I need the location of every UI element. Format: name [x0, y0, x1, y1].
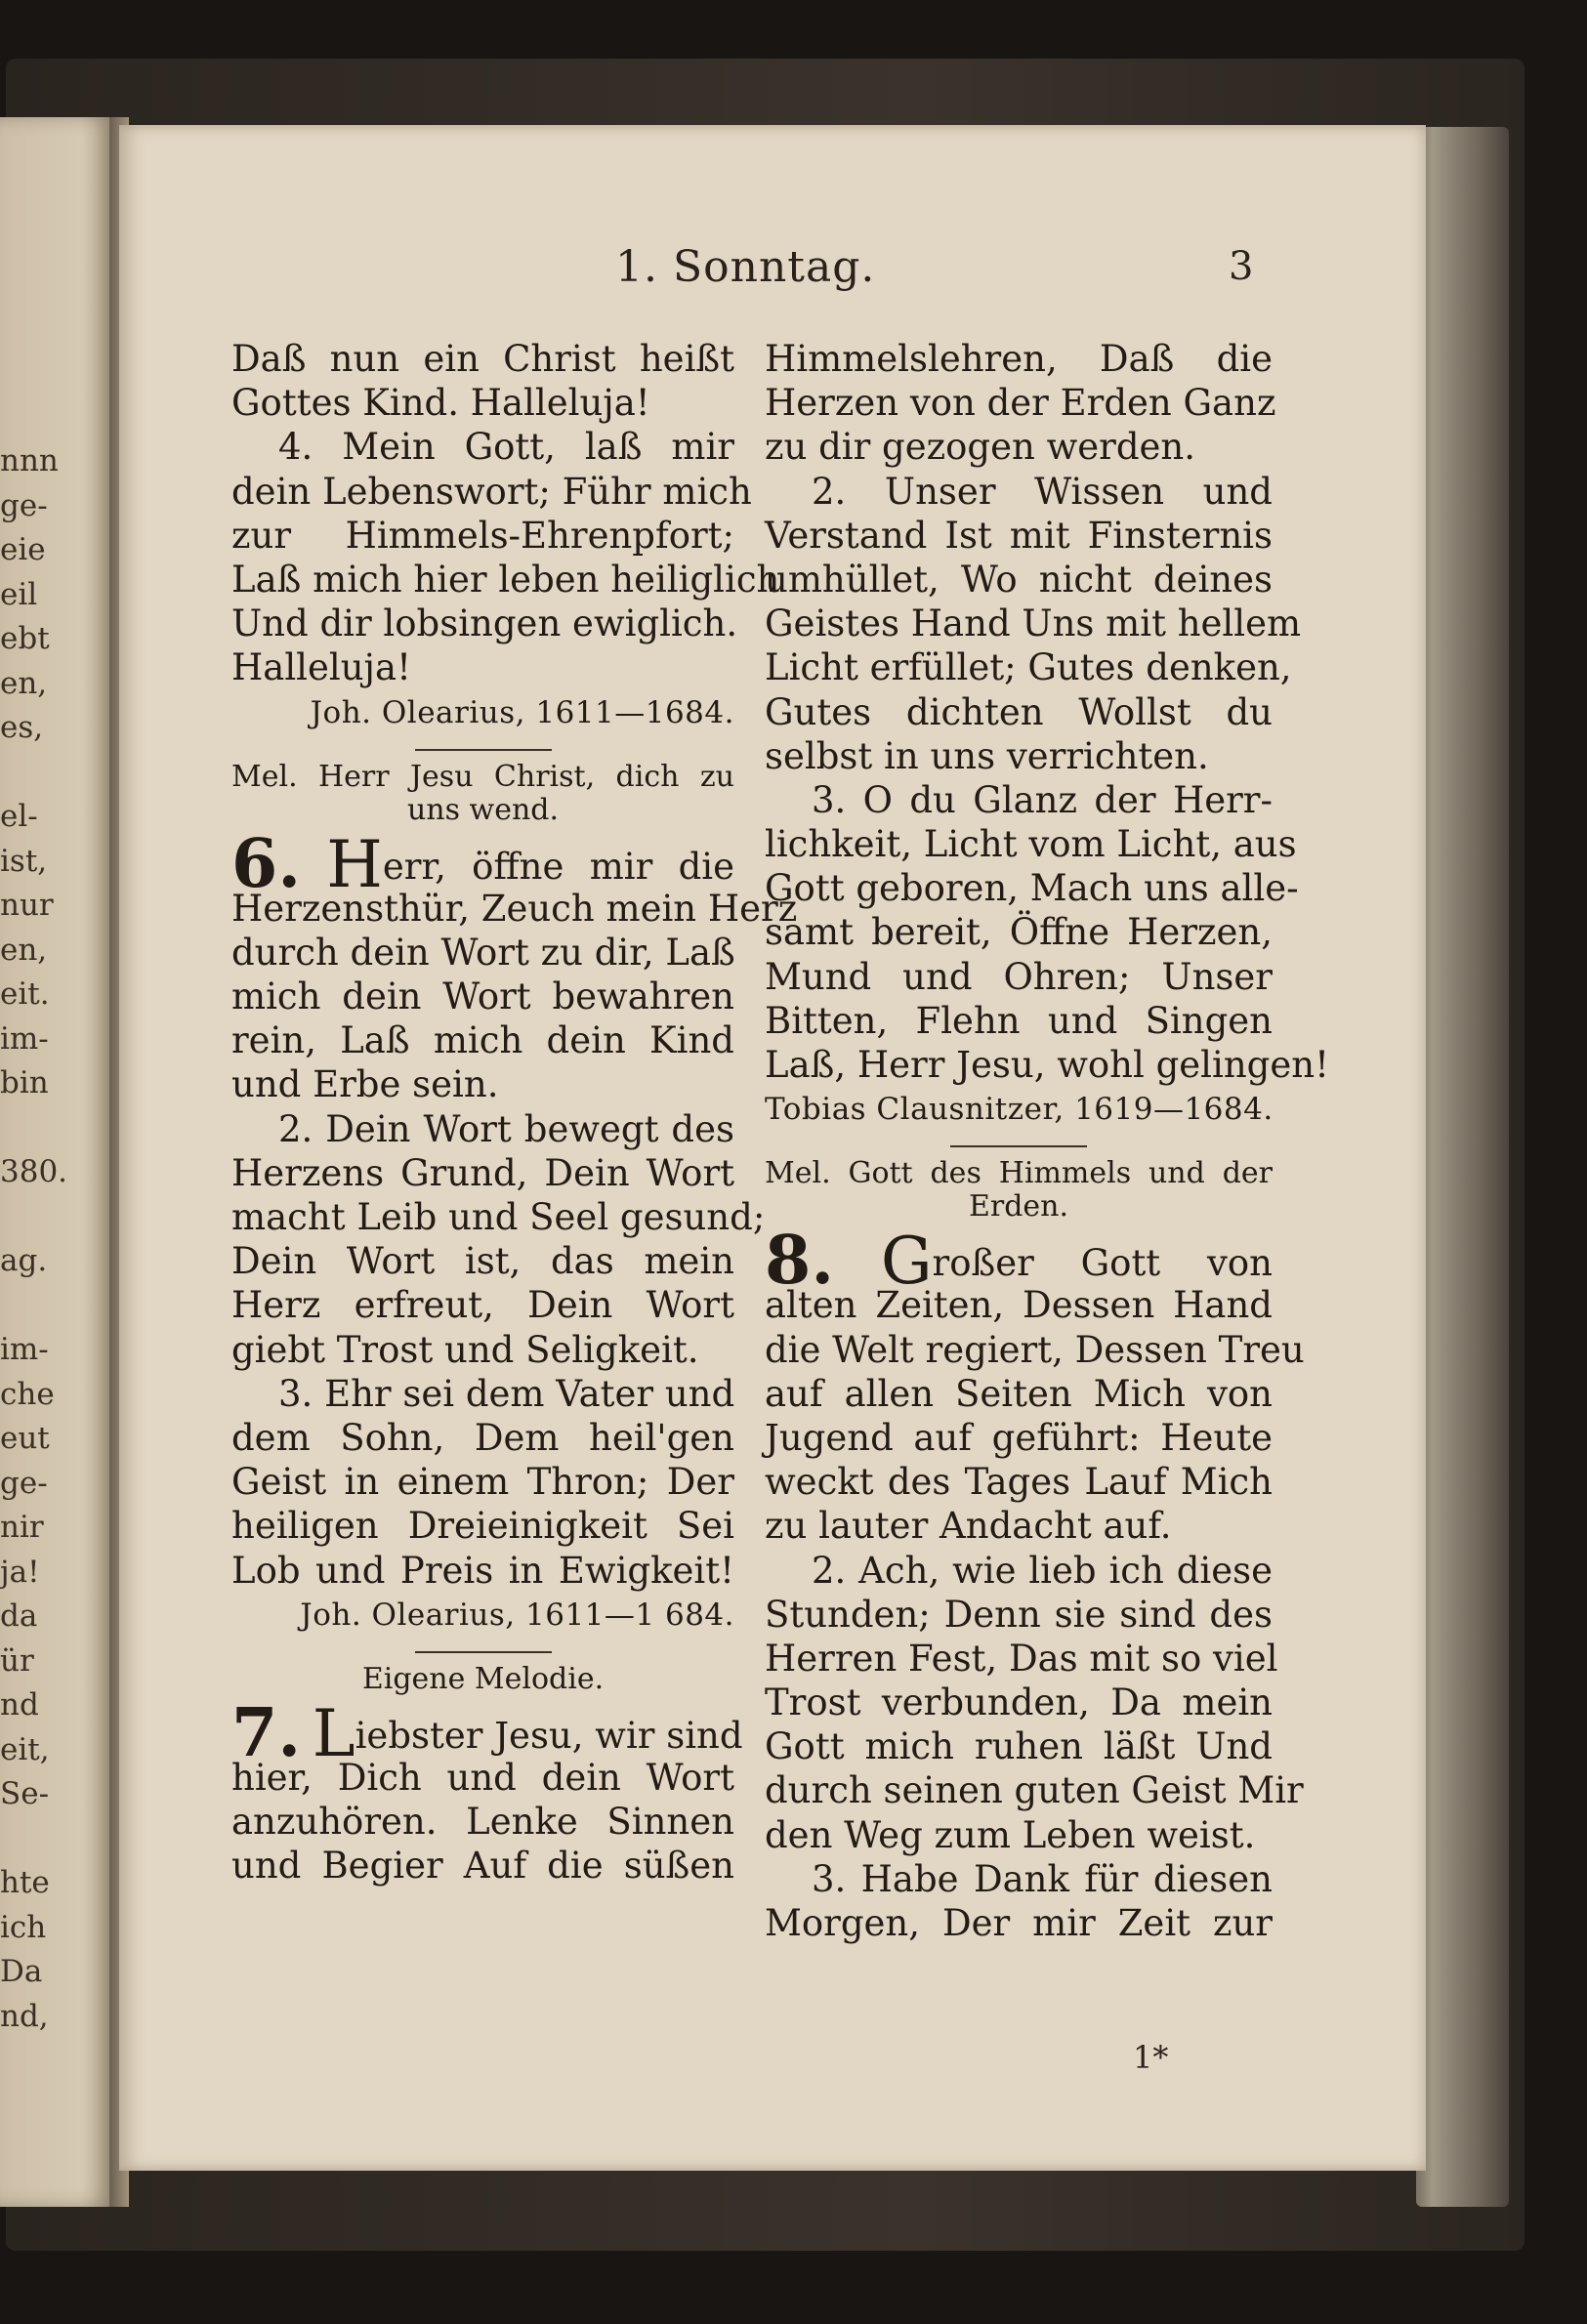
drop-cap: G	[880, 1224, 933, 1300]
text-line: macht Leib und Seel gesund;	[231, 1196, 766, 1238]
text-line: anzuhören. Lenke Sinnen	[231, 1801, 734, 1844]
verse-4	[231, 425, 780, 689]
text-line: Geist in einem Thron; Der	[231, 1461, 734, 1504]
hymn-first-line	[765, 1222, 1273, 1301]
text-line: Mund und Ohren; Unser	[765, 955, 1273, 998]
left-page-fragment: ich	[0, 1909, 47, 1945]
left-page-fragment: 380.	[0, 1154, 68, 1189]
melody-line: uns wend.	[406, 792, 560, 827]
left-page-fragment: ür	[0, 1642, 34, 1679]
text-line: und Erbe sein.	[231, 1063, 499, 1106]
text-line: Herren Fest, Das mit so viel	[765, 1637, 1278, 1680]
text-line: Laß mich hier leben heiliglich	[231, 558, 780, 601]
left-page-fragment: en,	[0, 665, 48, 701]
text-line: Dein Wort ist, das mein	[231, 1240, 734, 1283]
text-line: dem Sohn, Dem heil'gen	[231, 1416, 734, 1459]
left-page-fragment: ist,	[0, 843, 48, 879]
text-line: Stunden; Denn sie sind des	[765, 1593, 1273, 1636]
text-line: 2. Ach, wie lieb ich diese	[812, 1549, 1273, 1592]
left-column	[231, 337, 798, 1888]
text-line: Herzens Grund, Dein Wort	[231, 1151, 734, 1194]
text-line: alten Zeiten, Dessen Hand	[765, 1284, 1273, 1327]
melody-line: Mel. Herr Jesu Christ, dich zu	[231, 759, 734, 794]
left-page-fragment: nur	[0, 888, 54, 923]
left-page-fragment: nd	[0, 1687, 39, 1722]
left-page-fragment: eit.	[0, 976, 50, 1012]
text-line: mich dein Wort bewahren	[231, 975, 734, 1018]
opening-lines	[231, 337, 734, 425]
text-line: weckt des Tages Lauf Mich	[765, 1461, 1273, 1504]
text-line: samt bereit, Öffne Herzen,	[765, 911, 1273, 954]
signature-mark: 1*	[1133, 2039, 1169, 2076]
text-line: Laß, Herr Jesu, wohl gelingen!	[765, 1044, 1329, 1086]
left-page-fragment: hte	[0, 1865, 50, 1900]
left-page-fragment: bin	[0, 1065, 49, 1100]
hymn-6-verse-2	[231, 1107, 766, 1372]
text-line: Gott mich ruhen läßt Und	[765, 1725, 1273, 1768]
left-page-fragment: eil	[0, 576, 38, 612]
text-line: Morgen, Der mir Zeit zur	[765, 1902, 1273, 1944]
text-line: durch dein Wort zu dir, Laß	[231, 931, 735, 974]
drop-cap: H	[326, 826, 383, 902]
hymn-8-verse-2	[765, 1549, 1304, 1857]
page-edges	[1416, 127, 1509, 2207]
text-line: und Begier Auf die süßen	[231, 1845, 734, 1888]
text-line: Und dir lobsingen ewiglich.	[231, 602, 738, 645]
left-page-fragment: Da	[0, 1954, 43, 1989]
text-line: iebster Jesu, wir sind	[355, 1714, 743, 1757]
right-column	[765, 337, 1329, 1945]
left-page-fragment: im-	[0, 1332, 49, 1367]
divider	[415, 749, 552, 751]
author-attribution: Joh. Olearius, 1611—1 684.	[300, 1597, 734, 1633]
text-line: 2. Dein Wort bewegt des	[278, 1107, 734, 1150]
verse-2	[765, 470, 1302, 778]
hymn-first-line	[231, 824, 735, 903]
text-line: auf allen Seiten Mich von	[765, 1372, 1273, 1415]
left-page-fragment: eut	[0, 1421, 50, 1456]
text-line: Gottes Kind. Halleluja!	[231, 382, 650, 425]
text-line: Daß nun ein Christ heißt	[231, 338, 734, 380]
text-line: hier, Dich und dein Wort	[231, 1756, 734, 1799]
left-page-fragment: nnn	[0, 443, 59, 478]
text-line: zu lauter Andacht auf.	[765, 1505, 1172, 1548]
left-page-fragment: en,	[0, 932, 48, 968]
divider	[415, 1651, 552, 1653]
text-line: Lob und Preis in Ewigkeit!	[231, 1549, 734, 1592]
left-page-fragment: da	[0, 1598, 38, 1634]
text-line: Herzensthür, Zeuch mein Herz	[231, 887, 798, 930]
text-line: Gutes dichten Wollst du	[765, 690, 1273, 733]
hymn-8-verse-3	[765, 1857, 1273, 1945]
hymn-number: 8.	[765, 1222, 834, 1301]
author-attribution: Tobias Clausnitzer, 1619—1684.	[765, 1092, 1274, 1128]
text-line: 2. Unser Wissen und	[812, 470, 1273, 513]
left-page-fragment: nir	[0, 1510, 44, 1545]
verse-3	[765, 778, 1329, 1087]
text-line: 3. Ehr sei dem Vater und	[278, 1372, 735, 1415]
text-line: Jugend auf geführt: Heute	[765, 1416, 1273, 1459]
left-page-fragment: ge-	[0, 487, 48, 523]
melody-line: Erden.	[968, 1189, 1069, 1224]
melody-note	[231, 761, 734, 827]
page-title: 1. Sonntag.	[615, 242, 876, 292]
hymn-first-line	[231, 1693, 743, 1772]
text-line: giebt Trost und Seligkeit.	[231, 1328, 699, 1371]
left-page-fragment: eit,	[0, 1731, 50, 1767]
left-page-fragment	[0, 751, 39, 796]
text-line: Himmelslehren, Daß die	[765, 338, 1273, 380]
text-line: zur Himmels-Ehrenpfort;	[231, 514, 734, 557]
left-page-fragment: che	[0, 1376, 55, 1412]
author-attribution: Joh. Olearius, 1611—1684.	[310, 694, 734, 730]
left-page-fragment: es,	[0, 710, 44, 745]
drop-cap: L	[312, 1695, 355, 1771]
text-line: den Weg zum Leben weist.	[765, 1813, 1256, 1856]
left-page-fragment: im-	[0, 1020, 49, 1057]
continuation	[765, 337, 1276, 470]
divider	[950, 1145, 1087, 1147]
text-line: heiligen Dreieinigkeit Sei	[231, 1505, 734, 1548]
left-page-fragment: ag.	[0, 1243, 48, 1278]
left-page	[0, 117, 115, 2207]
text-line: Geistes Hand Uns mit hellem	[765, 602, 1302, 645]
left-page-text-fragments	[0, 439, 68, 2039]
left-page-fragment: ebt	[0, 621, 50, 656]
text-line: Bitten, Flehn und Singen	[765, 999, 1273, 1042]
text-line: 4. Mein Gott, laß mir	[278, 426, 734, 469]
page-number: 3	[1229, 244, 1254, 289]
hymn-6	[231, 824, 798, 1107]
melody-note: Eigene Melodie.	[361, 1661, 605, 1696]
melody-line: Mel. Gott des Himmels und der	[765, 1156, 1273, 1191]
left-page-fragment	[0, 1284, 39, 1329]
text-line: Licht erfüllet; Gutes denken,	[765, 646, 1292, 689]
text-line: Gott geboren, Mach uns alle-	[765, 867, 1299, 910]
hymn-number: 7.	[231, 1693, 301, 1772]
hymn-number: 6.	[231, 824, 301, 903]
left-page-fragment	[0, 1195, 39, 1240]
left-page-fragment: ja!	[0, 1554, 40, 1590]
text-line: err, öffne mir die	[382, 845, 735, 888]
text-line: Halleluja!	[231, 646, 411, 689]
left-page-fragment: nd,	[0, 1998, 49, 2034]
text-line: durch seinen guten Geist Mir	[765, 1769, 1304, 1812]
hymn-7	[231, 1693, 743, 1888]
text-line: Trost verbunden, Da mein	[765, 1681, 1273, 1724]
left-page-fragment	[0, 1106, 39, 1151]
melody-note	[765, 1157, 1273, 1224]
text-line: dein Lebenswort; Führ mich	[231, 470, 752, 513]
text-line: lichkeit, Licht vom Licht, aus	[765, 823, 1297, 866]
text-line: roßer Gott von	[932, 1242, 1273, 1285]
hymn-6-verse-3	[231, 1372, 734, 1593]
text-line: umhüllet, Wo nicht deines	[765, 558, 1273, 601]
left-page-fragment: eie	[0, 532, 46, 567]
left-page-fragment: Se-	[0, 1776, 50, 1811]
text-line: rein, Laß mich dein Kind	[231, 1019, 734, 1062]
text-line: Verstand Ist mit Finsternis	[765, 514, 1273, 557]
left-page-fragment	[0, 1817, 39, 1862]
left-page-fragment: el-	[0, 799, 38, 834]
text-line: selbst in uns verrichten.	[765, 734, 1209, 777]
hymn-8	[765, 1222, 1305, 1548]
text-line: 3. Habe Dank für diesen	[812, 1857, 1273, 1900]
text-line: Herzen von der Erden Ganz	[765, 382, 1276, 425]
text-line: Herz erfreut, Dein Wort	[231, 1284, 734, 1327]
left-page-fragment: ge-	[0, 1465, 48, 1501]
text-line: die Welt regiert, Dessen Treu	[765, 1328, 1305, 1371]
text-line: zu dir gezogen werden.	[765, 426, 1196, 469]
text-line: 3. O du Glanz der Herr-	[812, 778, 1273, 821]
